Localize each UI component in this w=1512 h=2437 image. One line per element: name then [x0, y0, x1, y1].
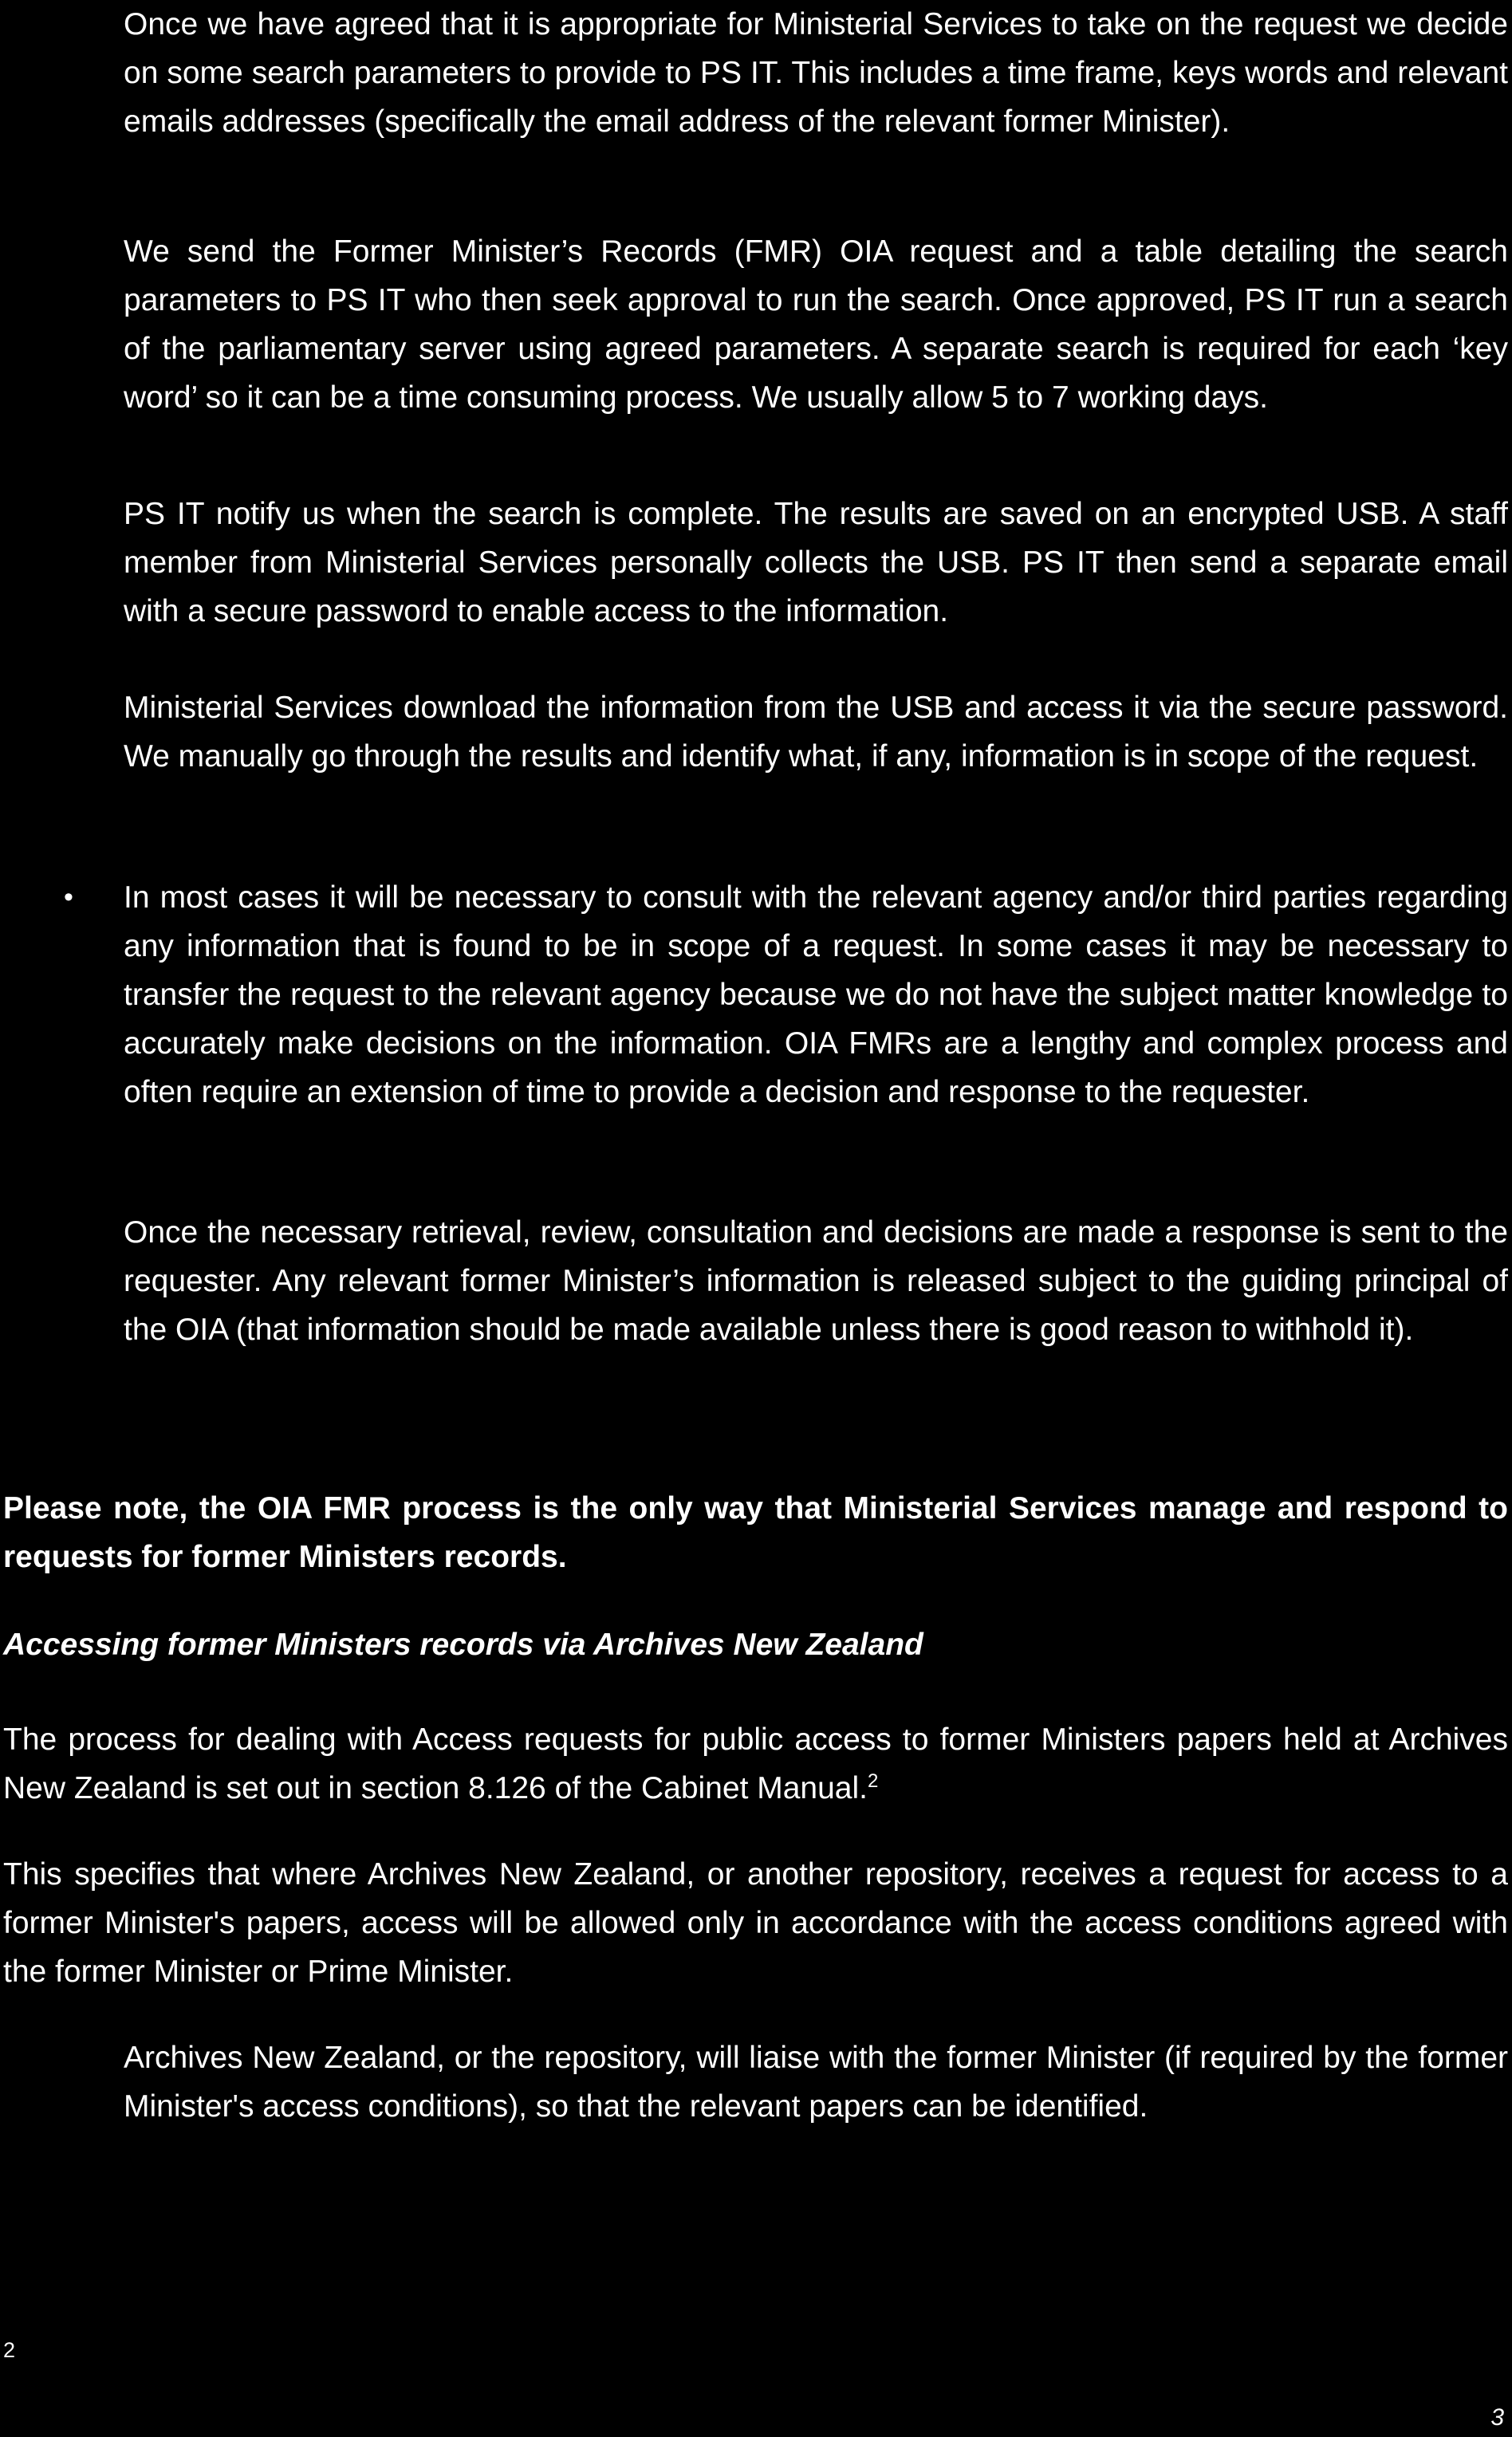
paragraph-consultation: In most cases it will be necessary to consult with the relevant agency and/or third parties regarding any information that is found to be in scope of a request. In some cases it may be necessary to transfer the request to the relevant agency because we do not have the subject matter knowledge to accurately make decisions on the information. OIA FMRs are a lengthy and complex process and often require an extension of time to provide a decision and response to the requester. [124, 880, 1508, 1109]
paragraph-search-parameters: Once we have agreed that it is appropriate for Ministerial Services to take on the request we decide on some search parameters to provide to PS IT. This includes a time frame, keys words and relevant emails addresses (specifically the email address of the relevant former Minister). [124, 7, 1508, 139]
paragraph-archives-process-text: The process for dealing with Access requests for public access to former Ministers papers held at Archives New Zealand is set out in section 8.126 of the Cabinet Manual. [3, 1722, 1508, 1805]
paragraph-fmr-request: We send the Former Minister’s Records (FMR) OIA request and a table detailing the search parameters to PS IT who then seek approval to run the search. Once approved, PS IT run a search of the parliamentary server using agreed parameters. A separate search is required for each ‘key word’ so it can be a time consuming process. We usually allow 5 to 7 working days. [124, 234, 1508, 415]
footnote-reference: 2 [867, 1770, 879, 1792]
paragraph-archives-process [3, 1715, 1508, 1813]
bold-note: Please note, the OIA FMR process is the only way that Ministerial Services manage and respond to requests for former Ministers records. [3, 1491, 1508, 1574]
page-number: 3 [1490, 2404, 1504, 2431]
paragraph-liaise: Archives New Zealand, or the repository, will liaise with the former Minister (if required by the former Minister's access conditions), so that the relevant papers can be identified. [124, 2041, 1508, 2124]
paragraph-search-complete: PS IT notify us when the search is complete. The results are saved on an encrypted USB. A staff member from Ministerial Services personally collects the USB. PS IT then send a separate email with a secure password to enable access to the information. [124, 497, 1508, 628]
section-heading: Accessing former Ministers records via Archives New Zealand [3, 1628, 923, 1662]
paragraph-download-information: Ministerial Services download the information from the USB and access it via the secure password. We manually go through the results and identify what, if any, information is in scope of the request. [124, 691, 1508, 774]
paragraph-response-sent: Once the necessary retrieval, review, consultation and decisions are made a response is sent to the requester. Any relevant former Minister’s information is released subject to the guiding principal of the OIA (that information should be made available unless there is good reason to withhold it). [124, 1215, 1508, 1347]
footnote-number: 2 [3, 2338, 16, 2362]
paragraph-access-conditions: This specifies that where Archives New Zealand, or another repository, receives a request for access to a former Minister's papers, access will be allowed only in accordance with the access conditions agreed with the former Minister or Prime Minister. [3, 1857, 1508, 1989]
bullet-dot: • [64, 882, 73, 912]
